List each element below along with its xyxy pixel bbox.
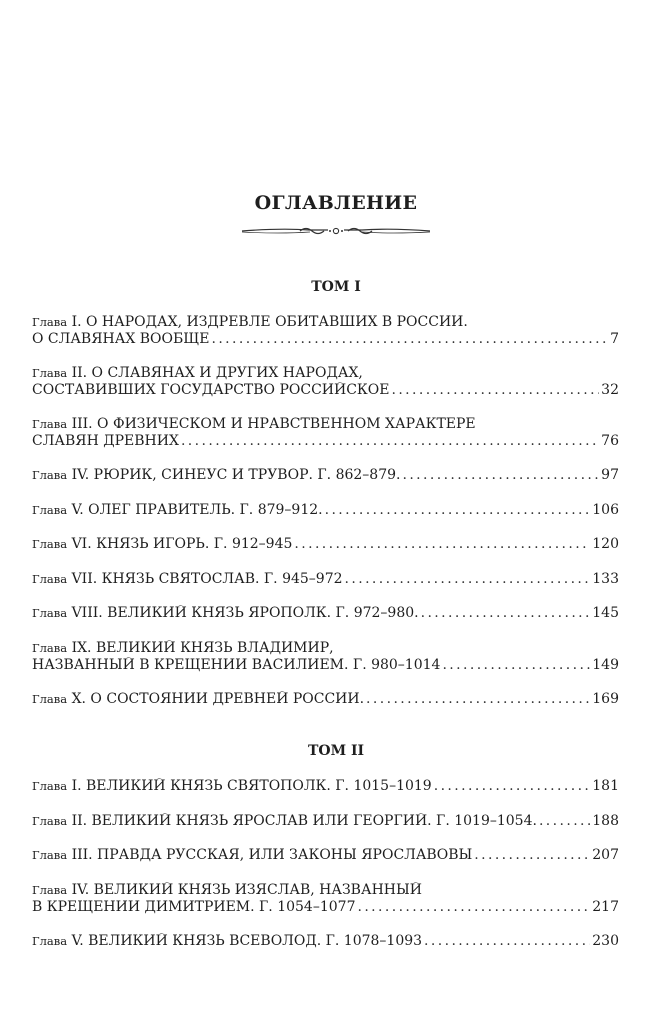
chapter-label: Глава	[32, 503, 68, 517]
chapter-label: Глава	[32, 883, 68, 897]
page-number: 76	[601, 433, 619, 449]
chapter-title: Глава III. ПРАВДА РУССКАЯ, ИЛИ ЗАКОНЫ ЯРОСЛАВОВЫ	[32, 847, 473, 863]
toc-entry[interactable]	[32, 882, 619, 916]
page-number: 120	[592, 536, 619, 552]
page-number: 181	[592, 778, 619, 794]
toc-entry-line-1	[32, 502, 619, 519]
toc-entry-line-2	[32, 331, 619, 348]
dot-leader	[345, 571, 591, 588]
chapter-title-cont: О СЛАВЯНАХ ВООБЩЕ	[32, 331, 210, 347]
page-number: 217	[592, 899, 619, 915]
chapter-label: Глава	[32, 692, 68, 706]
chapter-label: Глава	[32, 366, 68, 380]
toc-entry[interactable]	[32, 933, 619, 950]
page-number: 7	[610, 331, 619, 347]
page-number: 145	[592, 605, 619, 621]
toc-entry-line-2	[32, 433, 619, 450]
volume-title: ТОМ I	[311, 279, 361, 295]
chapter-title-cont: В КРЕЩЕНИИ ДИМИТРИЕМ. Г. 1054–1077	[32, 899, 356, 915]
chapter-label: Глава	[32, 641, 68, 655]
toc-entry-line-1	[32, 882, 619, 899]
chapter-title: Глава V. ВЕЛИКИЙ КНЯЗЬ ВСЕВОЛОД. Г. 1078–1093	[32, 933, 423, 949]
chapter-title-cont: СОСТАВИВШИХ ГОСУДАРСТВО РОССИЙСКОЕ	[32, 382, 390, 398]
chapter-title: Глава VII. КНЯЗЬ СВЯТОСЛАВ. Г. 945–972	[32, 571, 343, 587]
chapter-title-cont: СЛАВЯН ДРЕВНИХ	[32, 433, 179, 449]
dot-leader	[366, 691, 590, 708]
toc-entry-line-1	[32, 536, 619, 553]
chapter-title: II. О СЛАВЯНАХ И ДРУГИХ НАРОДАХ,	[71, 365, 363, 381]
toc-entry-line-1	[32, 813, 619, 830]
dot-leader	[325, 502, 591, 519]
page-number: 207	[592, 847, 619, 863]
toc-entry-line-1	[32, 933, 619, 950]
toc-entry-line-1	[32, 416, 619, 433]
page-number: 169	[592, 691, 619, 707]
chapter-title: Глава II. ВЕЛИКИЙ КНЯЗЬ ЯРОСЛАВ ИЛИ ГЕОРГИЙ. Г. 1019–1054.	[32, 813, 537, 829]
dot-leader	[294, 536, 590, 553]
toc-entry[interactable]	[32, 847, 619, 864]
toc-entry[interactable]	[32, 691, 619, 708]
page-number: 106	[592, 502, 619, 518]
dot-leader	[434, 778, 591, 795]
toc-entry-line-1	[32, 847, 619, 864]
chapter-title: Глава IV. РЮРИК, СИНЕУС И ТРУВОР. Г. 862–879.	[32, 467, 401, 483]
chapter-label: Глава	[32, 814, 68, 828]
toc-entry-line-1	[32, 640, 619, 657]
toc-entry[interactable]	[32, 813, 619, 830]
toc-entry-line-1	[32, 691, 619, 708]
toc-entry[interactable]	[32, 605, 619, 622]
chapter-title: Глава I. ВЕЛИКИЙ КНЯЗЬ СВЯТОПОЛК. Г. 1015–1019	[32, 778, 432, 794]
dot-leader	[442, 657, 590, 674]
toc-entry[interactable]	[32, 571, 619, 588]
toc-entry[interactable]	[32, 640, 619, 674]
chapter-title: IV. ВЕЛИКИЙ КНЯЗЬ ИЗЯСЛАВ, НАЗВАННЫЙ	[71, 882, 422, 898]
dot-leader	[539, 813, 590, 830]
toc-entry[interactable]	[32, 365, 619, 399]
dot-leader	[181, 433, 599, 450]
page-number: 149	[592, 657, 619, 673]
toc-entry[interactable]	[32, 314, 619, 348]
toc-entry[interactable]	[32, 467, 619, 484]
toc-entry-line-2	[32, 657, 619, 674]
dot-leader	[402, 467, 599, 484]
page-number: 230	[592, 933, 619, 949]
chapter-title: I. О НАРОДАХ, ИЗДРЕВЛЕ ОБИТАВШИХ В РОССИИ.	[71, 314, 468, 330]
chapter-title: Глава X. О СОСТОЯНИИ ДРЕВНЕЙ РОССИИ.	[32, 691, 365, 707]
page-number: 97	[601, 467, 619, 483]
chapter-label: Глава	[32, 537, 68, 551]
toc-heading: ОГЛАВЛЕНИЕ	[254, 192, 418, 214]
chapter-label: Глава	[32, 934, 68, 948]
chapter-title: Глава V. ОЛЕГ ПРАВИТЕЛЬ. Г. 879–912.	[32, 502, 323, 518]
toc-entry-line-1	[32, 314, 619, 331]
volume-title: ТОМ II	[307, 743, 365, 759]
toc-entry-line-1	[32, 365, 619, 382]
toc-entry-line-1	[32, 778, 619, 795]
chapter-title: IX. ВЕЛИКИЙ КНЯЗЬ ВЛАДИМИР,	[71, 640, 334, 656]
chapter-title: Глава VI. КНЯЗЬ ИГОРЬ. Г. 912–945	[32, 536, 293, 552]
chapter-title: Глава VIII. ВЕЛИКИЙ КНЯЗЬ ЯРОПОЛК. Г. 972–980.	[32, 605, 419, 621]
dot-leader	[357, 899, 590, 916]
page-number: 188	[592, 813, 619, 829]
chapter-label: Глава	[32, 848, 68, 862]
toc-entry[interactable]	[32, 778, 619, 795]
page-number: 32	[601, 382, 619, 398]
chapter-title: III. О ФИЗИЧЕСКОМ И НРАВСТВЕННОМ ХАРАКТЕРЕ	[71, 416, 476, 432]
toc-entry-line-1	[32, 605, 619, 622]
ornament-divider-icon	[240, 222, 432, 240]
toc-entry[interactable]	[32, 536, 619, 553]
chapter-label: Глава	[32, 606, 68, 620]
toc-entry[interactable]	[32, 502, 619, 519]
dot-leader	[211, 331, 608, 348]
dot-leader	[424, 933, 590, 950]
toc-entry-line-1	[32, 571, 619, 588]
chapter-label: Глава	[32, 572, 68, 586]
toc-entry-line-2	[32, 382, 619, 399]
toc-entry-line-1	[32, 467, 619, 484]
chapter-label: Глава	[32, 779, 68, 793]
chapter-label: Глава	[32, 417, 68, 431]
page-number: 133	[592, 571, 619, 587]
toc-entry[interactable]	[32, 416, 619, 450]
dot-leader	[474, 847, 590, 864]
chapter-title-cont: НАЗВАННЫЙ В КРЕЩЕНИИ ВАСИЛИЕМ. Г. 980–1014	[32, 657, 441, 673]
dot-leader	[391, 382, 599, 399]
toc-entry-line-2	[32, 899, 619, 916]
chapter-label: Глава	[32, 315, 68, 329]
chapter-label: Глава	[32, 468, 68, 482]
dot-leader	[421, 605, 591, 622]
